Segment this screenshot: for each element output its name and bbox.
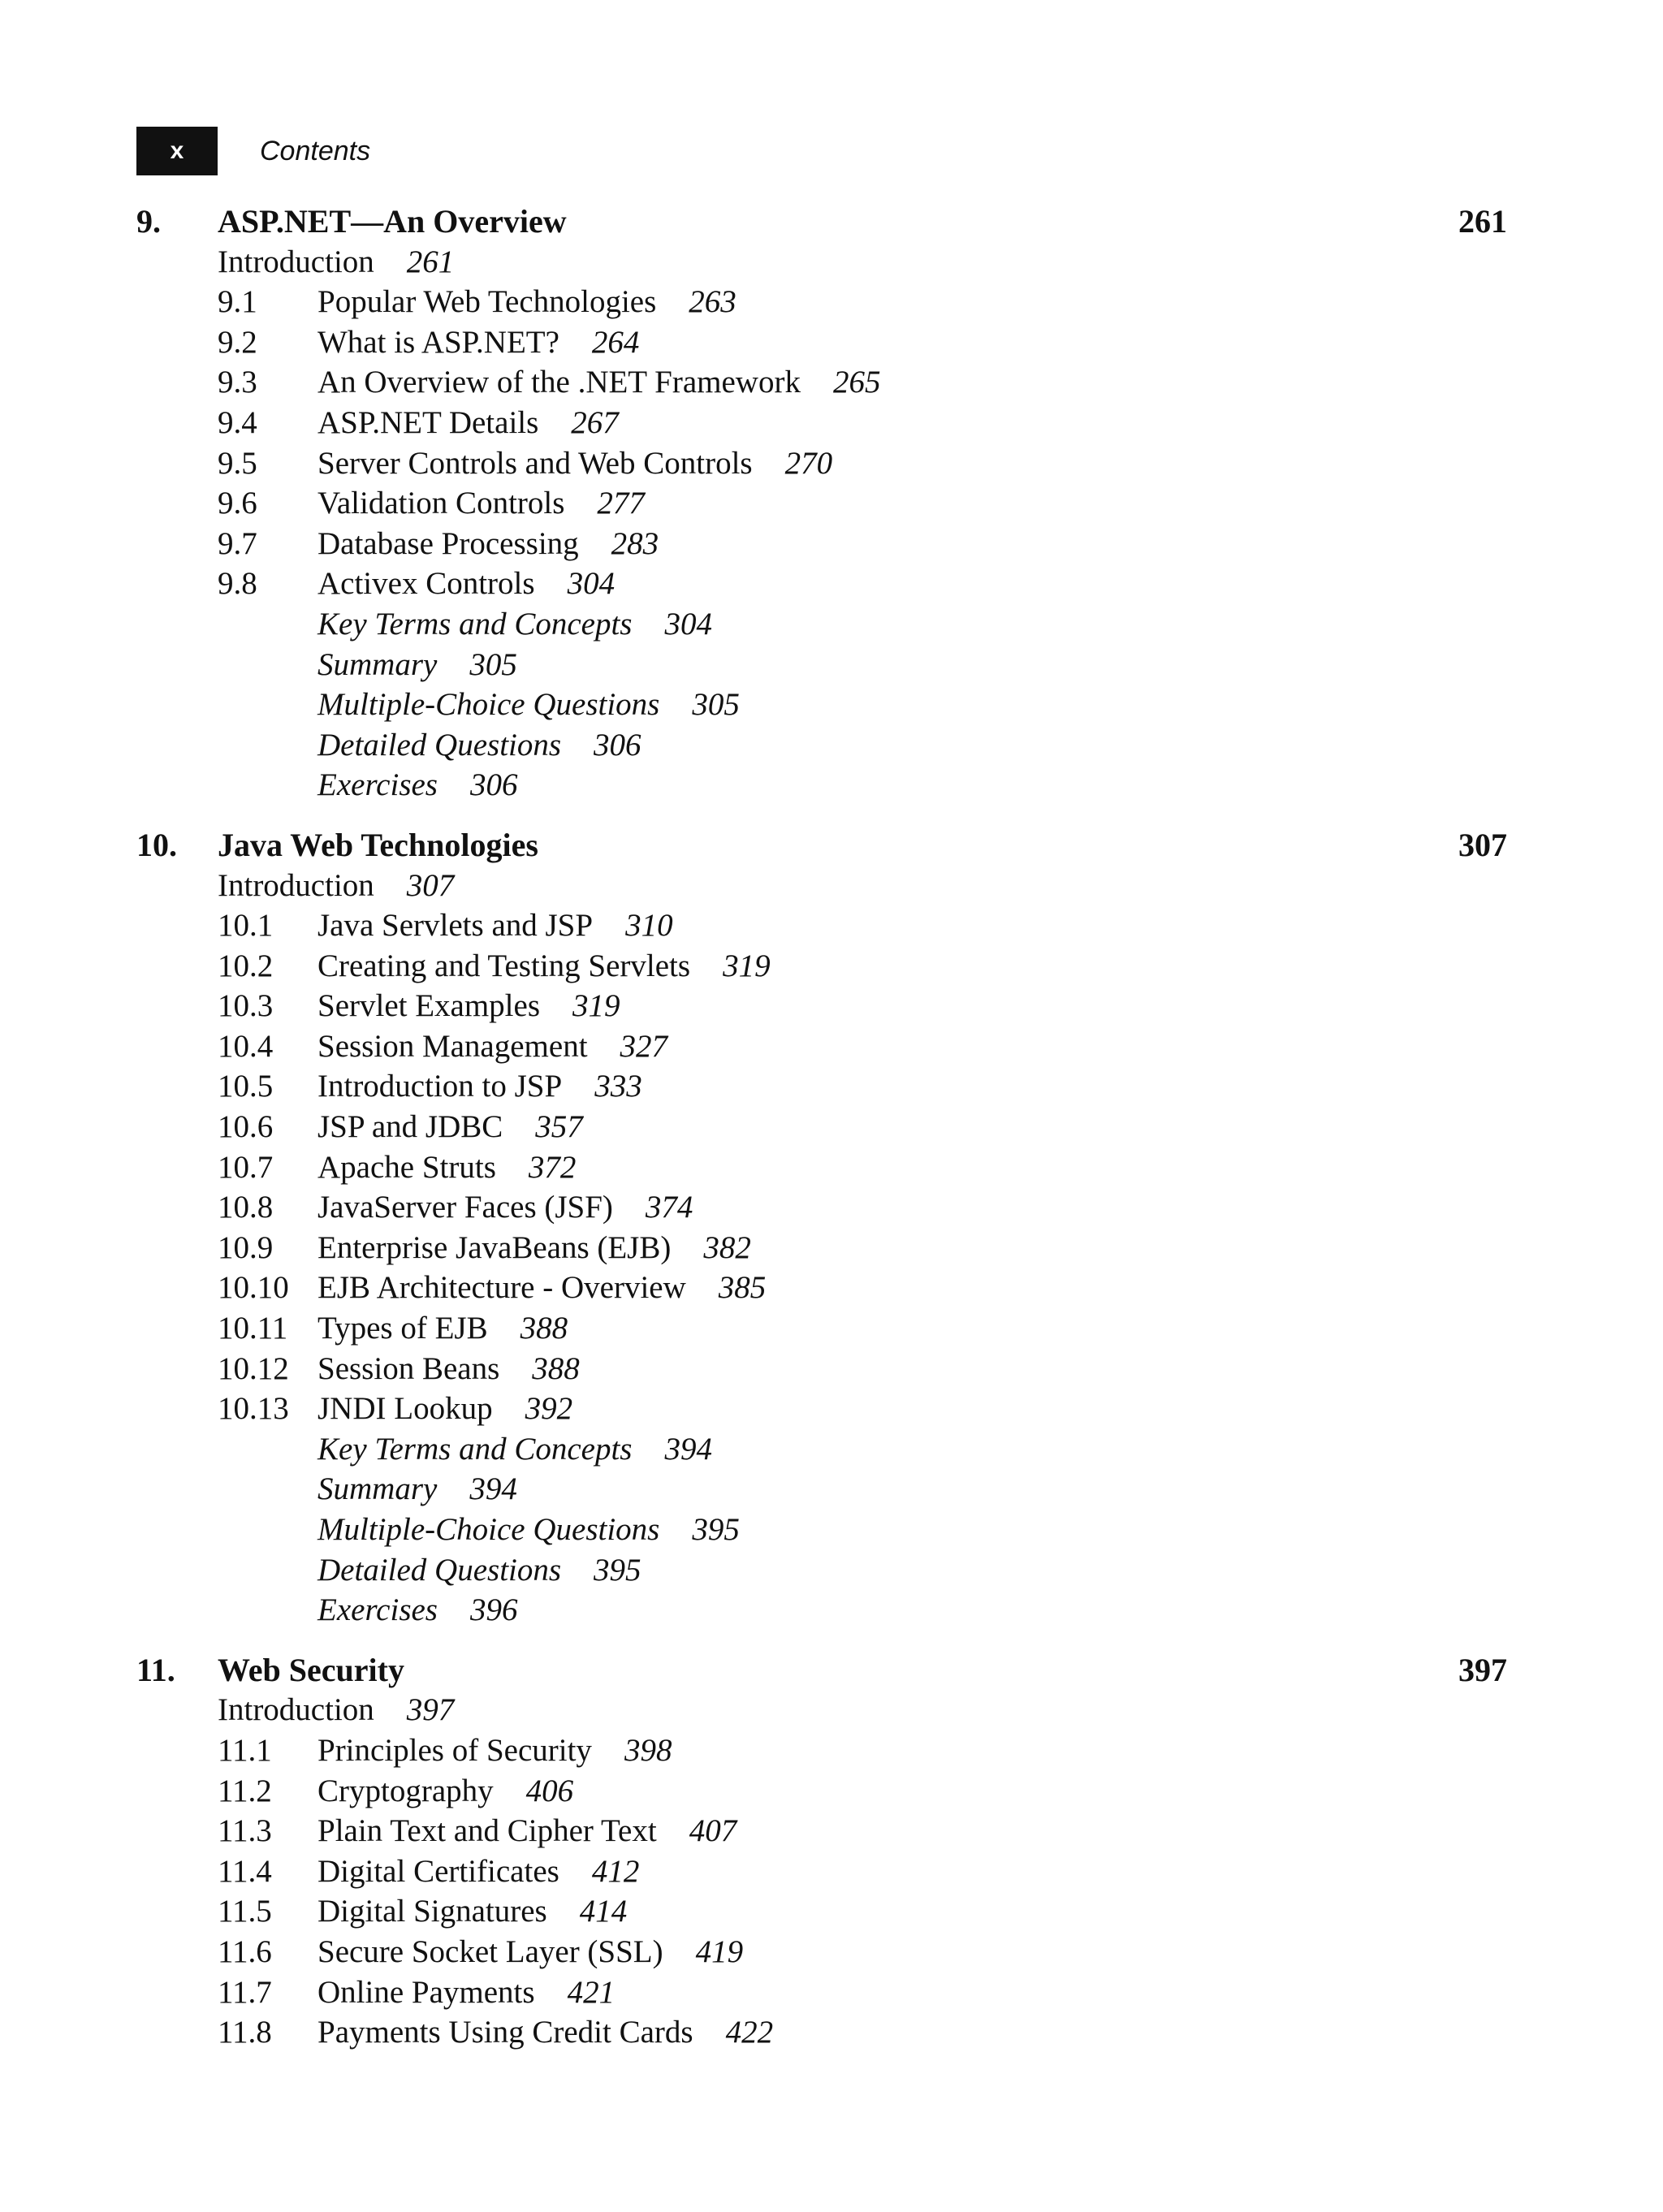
section-page: 277 bbox=[597, 486, 645, 521]
section-title: Apache Struts bbox=[317, 1149, 496, 1185]
section-entry[interactable] bbox=[136, 443, 1507, 484]
section-title: Validation Controls bbox=[317, 486, 565, 521]
section-title: JSP and JDBC bbox=[317, 1109, 503, 1145]
section-number: 9.1 bbox=[218, 284, 257, 320]
section-entry[interactable] bbox=[136, 905, 1507, 946]
endmatter-page: 396 bbox=[469, 1592, 518, 1628]
chapter-number: 10. bbox=[136, 826, 177, 863]
section-number: 10.10 bbox=[218, 1270, 289, 1306]
intro-page: 307 bbox=[406, 867, 455, 903]
section-page: 392 bbox=[525, 1391, 573, 1427]
section-number: 9.4 bbox=[218, 404, 257, 440]
section-number: 9.6 bbox=[218, 486, 257, 521]
endmatter-entry[interactable] bbox=[136, 685, 1507, 725]
chapter-page: 397 bbox=[1458, 1651, 1507, 1688]
section-entry[interactable] bbox=[136, 1147, 1507, 1188]
intro-label: Introduction bbox=[218, 244, 374, 279]
section-number: 11.7 bbox=[218, 1974, 272, 2010]
endmatter-text bbox=[317, 1510, 740, 1550]
section-title: Server Controls and Web Controls bbox=[317, 445, 753, 481]
section-text bbox=[317, 2012, 773, 2053]
endmatter-title: Multiple-Choice Questions bbox=[317, 687, 660, 723]
endmatter-title: Multiple-Choice Questions bbox=[317, 1512, 660, 1547]
section-title: JNDI Lookup bbox=[317, 1391, 493, 1427]
section-text bbox=[317, 986, 620, 1026]
section-number: 11.4 bbox=[218, 1853, 272, 1889]
section-page: 398 bbox=[624, 1732, 672, 1768]
section-title: ASP.NET Details bbox=[317, 404, 539, 440]
section-number: 10.13 bbox=[218, 1391, 289, 1427]
section-entry[interactable] bbox=[136, 1771, 1507, 1812]
endmatter-page: 394 bbox=[469, 1471, 517, 1507]
endmatter-entry[interactable] bbox=[136, 1469, 1507, 1510]
intro-label: Introduction bbox=[218, 1692, 374, 1728]
section-title: Creating and Testing Servlets bbox=[317, 948, 691, 983]
section-title: Principles of Security bbox=[317, 1732, 592, 1768]
chapter-heading[interactable] bbox=[136, 201, 1507, 242]
section-text bbox=[317, 946, 771, 987]
section-number: 10.6 bbox=[218, 1109, 274, 1145]
section-page: 333 bbox=[594, 1069, 642, 1104]
endmatter-title: Summary bbox=[317, 1471, 438, 1507]
section-entry[interactable] bbox=[136, 483, 1507, 524]
endmatter-entry[interactable] bbox=[136, 765, 1507, 806]
section-text bbox=[317, 282, 736, 322]
section-entry[interactable] bbox=[136, 1730, 1507, 1771]
chapter-page: 261 bbox=[1458, 203, 1507, 240]
section-text bbox=[317, 1891, 627, 1932]
section-page: 414 bbox=[579, 1894, 628, 1929]
section-number: 10.5 bbox=[218, 1069, 274, 1104]
running-head bbox=[136, 127, 370, 175]
endmatter-text bbox=[317, 645, 517, 685]
endmatter-text bbox=[317, 725, 641, 766]
section-text bbox=[317, 564, 615, 604]
intro-entry[interactable] bbox=[136, 866, 1507, 906]
chapter-page: 307 bbox=[1458, 826, 1507, 863]
section-title: Online Payments bbox=[317, 1974, 535, 2010]
section-text bbox=[317, 524, 659, 564]
section-entry[interactable] bbox=[136, 1389, 1507, 1429]
endmatter-title: Key Terms and Concepts bbox=[317, 1431, 633, 1467]
section-page: 407 bbox=[689, 1813, 737, 1849]
section-title: Session Beans bbox=[317, 1350, 500, 1386]
section-text bbox=[317, 1349, 580, 1389]
endmatter-page: 394 bbox=[664, 1431, 712, 1467]
section-title: Java Servlets and JSP bbox=[317, 908, 594, 944]
section-title: Servlet Examples bbox=[317, 988, 541, 1024]
section-title: Database Processing bbox=[317, 525, 579, 561]
section-text bbox=[317, 1308, 568, 1349]
section-page: 388 bbox=[532, 1350, 580, 1386]
endmatter-page: 304 bbox=[664, 606, 712, 642]
section-title: What is ASP.NET? bbox=[317, 324, 559, 360]
section-text bbox=[317, 1066, 642, 1107]
section-text bbox=[317, 443, 832, 484]
endmatter-page: 395 bbox=[692, 1512, 740, 1547]
section-title: An Overview of the .NET Framework bbox=[317, 365, 801, 400]
endmatter-text bbox=[317, 604, 712, 645]
section-entry[interactable] bbox=[136, 1851, 1507, 1892]
endmatter-entry[interactable] bbox=[136, 725, 1507, 766]
section-title: EJB Architecture - Overview bbox=[317, 1270, 686, 1306]
intro-text bbox=[218, 1690, 454, 1730]
section-number: 10.1 bbox=[218, 908, 274, 944]
section-page: 264 bbox=[591, 324, 640, 360]
section-text bbox=[317, 1972, 615, 2013]
section-number: 11.1 bbox=[218, 1732, 272, 1768]
section-title: Secure Socket Layer (SSL) bbox=[317, 1933, 663, 1969]
endmatter-title: Exercises bbox=[317, 767, 438, 803]
section-entry[interactable] bbox=[136, 1349, 1507, 1389]
endmatter-title: Detailed Questions bbox=[317, 1552, 562, 1588]
endmatter-entry[interactable] bbox=[136, 604, 1507, 645]
section-text bbox=[317, 1228, 751, 1268]
section-entry[interactable] bbox=[136, 1268, 1507, 1308]
section-page: 385 bbox=[718, 1270, 767, 1306]
chapter-title: ASP.NET—An Overview bbox=[218, 203, 567, 240]
section-page: 374 bbox=[645, 1190, 693, 1225]
section-title: Activex Controls bbox=[317, 566, 535, 602]
section-title: Digital Certificates bbox=[317, 1853, 559, 1889]
section-page: 283 bbox=[611, 525, 659, 561]
section-entry[interactable] bbox=[136, 524, 1507, 564]
section-text bbox=[317, 1851, 639, 1892]
section-entry[interactable] bbox=[136, 322, 1507, 363]
section-text bbox=[317, 1147, 576, 1188]
section-entry[interactable] bbox=[136, 403, 1507, 443]
section-number: 9.3 bbox=[218, 365, 257, 400]
section-number: 11.2 bbox=[218, 1773, 272, 1808]
section-page: 406 bbox=[525, 1773, 574, 1808]
chapter-number: 9. bbox=[136, 203, 161, 240]
chapter-number: 11. bbox=[136, 1651, 175, 1688]
section-page: 263 bbox=[689, 284, 736, 320]
section-entry[interactable] bbox=[136, 1811, 1507, 1851]
section-entry[interactable] bbox=[136, 946, 1507, 987]
endmatter-title: Key Terms and Concepts bbox=[317, 606, 633, 642]
section-page: 419 bbox=[695, 1933, 744, 1969]
section-entry[interactable] bbox=[136, 1308, 1507, 1349]
section-text bbox=[317, 1932, 743, 1972]
section-entry[interactable] bbox=[136, 1932, 1507, 1972]
endmatter-text bbox=[317, 1550, 641, 1591]
section-title: Plain Text and Cipher Text bbox=[317, 1813, 657, 1849]
section-title: Types of EJB bbox=[317, 1311, 488, 1346]
section-text bbox=[317, 1026, 667, 1067]
section-text bbox=[317, 322, 639, 363]
section-page: 319 bbox=[723, 948, 771, 983]
section-number: 11.3 bbox=[218, 1813, 272, 1849]
section-number: 9.8 bbox=[218, 566, 257, 602]
endmatter-entry[interactable] bbox=[136, 1550, 1507, 1591]
section-page: 388 bbox=[520, 1311, 568, 1346]
section-title: Popular Web Technologies bbox=[317, 284, 657, 320]
intro-text bbox=[218, 866, 454, 906]
section-number: 11.5 bbox=[218, 1894, 272, 1929]
section-number: 11.8 bbox=[218, 2015, 272, 2050]
section-number: 10.3 bbox=[218, 988, 274, 1024]
section-number: 10.8 bbox=[218, 1190, 274, 1225]
section-number: 10.7 bbox=[218, 1149, 274, 1185]
intro-label: Introduction bbox=[218, 867, 374, 903]
endmatter-page: 306 bbox=[469, 767, 518, 803]
section-page: 412 bbox=[591, 1853, 640, 1889]
section-title: JavaServer Faces (JSF) bbox=[317, 1190, 613, 1225]
section-number: 10.4 bbox=[218, 1028, 274, 1064]
endmatter-text bbox=[317, 685, 740, 725]
endmatter-title: Exercises bbox=[317, 1592, 438, 1628]
section-number: 10.12 bbox=[218, 1350, 289, 1386]
endmatter-text bbox=[317, 1469, 517, 1510]
section-page: 304 bbox=[567, 566, 616, 602]
section-entry[interactable] bbox=[136, 1107, 1507, 1147]
endmatter-text bbox=[317, 765, 517, 806]
section-text bbox=[317, 403, 619, 443]
section-page: 382 bbox=[703, 1229, 751, 1265]
section-text bbox=[317, 1107, 583, 1147]
endmatter-page: 305 bbox=[692, 687, 740, 723]
chapter-title: Web Security bbox=[218, 1651, 404, 1688]
section-text bbox=[317, 362, 880, 403]
section-title: Digital Signatures bbox=[317, 1894, 547, 1929]
section-number: 9.2 bbox=[218, 324, 257, 360]
endmatter-entry[interactable] bbox=[136, 1510, 1507, 1550]
section-page: 267 bbox=[571, 404, 619, 440]
chapter-title: Java Web Technologies bbox=[218, 826, 538, 863]
chapter-block bbox=[136, 201, 1507, 806]
section-text bbox=[317, 1811, 736, 1851]
intro-page: 397 bbox=[406, 1692, 455, 1728]
section-entry[interactable] bbox=[136, 1972, 1507, 2013]
section-entry[interactable] bbox=[136, 1891, 1507, 1932]
endmatter-text bbox=[317, 1429, 712, 1470]
section-entry[interactable] bbox=[136, 1026, 1507, 1067]
section-page: 265 bbox=[832, 365, 881, 400]
endmatter-entry[interactable] bbox=[136, 1590, 1507, 1631]
section-title: Enterprise JavaBeans (EJB) bbox=[317, 1229, 672, 1265]
intro-text bbox=[218, 242, 454, 283]
section-page: 372 bbox=[528, 1149, 577, 1185]
chapter-heading[interactable] bbox=[136, 825, 1507, 866]
endmatter-title: Summary bbox=[317, 646, 438, 682]
section-text bbox=[317, 1187, 693, 1228]
section-page: 319 bbox=[572, 988, 620, 1024]
section-entry[interactable] bbox=[136, 362, 1507, 403]
chapter-block bbox=[136, 825, 1507, 1631]
section-text bbox=[317, 1730, 672, 1771]
section-entry[interactable] bbox=[136, 1066, 1507, 1107]
section-text bbox=[317, 1268, 766, 1308]
intro-entry[interactable] bbox=[136, 242, 1507, 283]
section-page: 310 bbox=[625, 908, 673, 944]
endmatter-page: 305 bbox=[469, 646, 517, 682]
section-title: Introduction to JSP bbox=[317, 1069, 563, 1104]
section-number: 10.11 bbox=[218, 1311, 288, 1346]
section-title: Payments Using Credit Cards bbox=[317, 2015, 693, 2050]
page-folio: x bbox=[136, 127, 218, 175]
section-number: 9.5 bbox=[218, 445, 257, 481]
section-number: 10.9 bbox=[218, 1229, 274, 1265]
section-number: 11.6 bbox=[218, 1933, 272, 1969]
section-text bbox=[317, 483, 645, 524]
section-text bbox=[317, 1389, 572, 1429]
section-title: Cryptography bbox=[317, 1773, 494, 1808]
section-entry[interactable] bbox=[136, 282, 1507, 322]
section-page: 357 bbox=[535, 1109, 583, 1145]
section-entry[interactable] bbox=[136, 1228, 1507, 1268]
endmatter-page: 306 bbox=[594, 727, 641, 763]
intro-entry[interactable] bbox=[136, 1690, 1507, 1730]
section-entry[interactable] bbox=[136, 564, 1507, 604]
intro-page: 261 bbox=[406, 244, 455, 279]
endmatter-text bbox=[317, 1590, 517, 1631]
section-page: 270 bbox=[784, 445, 833, 481]
section-number: 10.2 bbox=[218, 948, 274, 983]
endmatter-entry[interactable] bbox=[136, 1429, 1507, 1470]
endmatter-page: 395 bbox=[594, 1552, 641, 1588]
section-page: 327 bbox=[620, 1028, 668, 1064]
section-title: Session Management bbox=[317, 1028, 588, 1064]
endmatter-entry[interactable] bbox=[136, 645, 1507, 685]
section-text bbox=[317, 1771, 573, 1812]
section-number: 9.7 bbox=[218, 525, 257, 561]
section-text bbox=[317, 905, 673, 946]
endmatter-title: Detailed Questions bbox=[317, 727, 562, 763]
chapter-heading[interactable] bbox=[136, 1650, 1507, 1691]
section-page: 422 bbox=[725, 2015, 774, 2050]
chapter-block bbox=[136, 1650, 1507, 2053]
table-of-contents bbox=[136, 201, 1507, 2072]
section-page: 421 bbox=[567, 1974, 616, 2010]
section-entry[interactable] bbox=[136, 1187, 1507, 1228]
section-entry[interactable] bbox=[136, 2012, 1507, 2053]
section-entry[interactable] bbox=[136, 986, 1507, 1026]
running-title: Contents bbox=[260, 135, 371, 166]
